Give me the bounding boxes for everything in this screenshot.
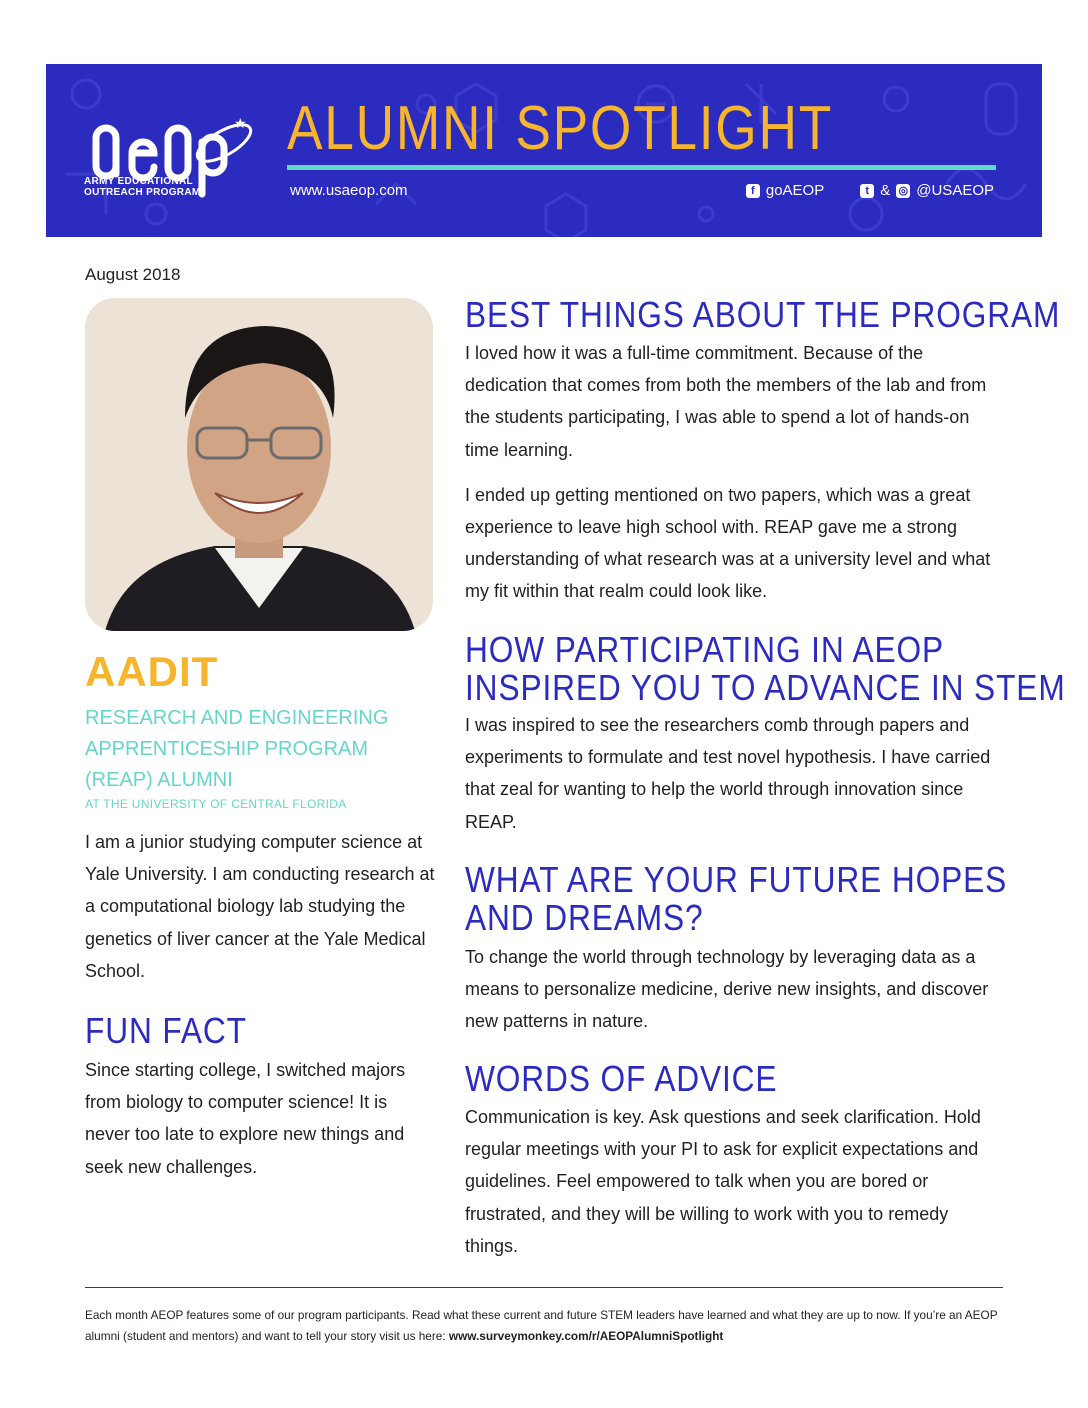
- alumni-program: RESEARCH AND ENGINEERING APPRENTICESHIP PROGRAM (REAP) ALUMNI: [85, 707, 389, 791]
- aeop-logo-star: ★: [234, 116, 247, 132]
- logo-subtitle: ARMY EDUCATIONAL OUTREACH PROGRAM: [84, 176, 201, 198]
- alumni-location: AT THE UNIVERSITY OF CENTRAL FLORIDA: [85, 797, 347, 811]
- facebook-icon[interactable]: f: [746, 184, 760, 198]
- best-things-heading: BEST THINGS ABOUT THE PROGRAM: [465, 294, 1061, 335]
- website-link[interactable]: www.usaeop.com: [290, 182, 408, 199]
- instagram-icon[interactable]: ◎: [896, 184, 910, 198]
- future-text: To change the world through technology by leveraging data as a means to personalize medicine, derive new insights, and discover new patterns in nature.: [465, 947, 989, 1032]
- banner-title: ALUMNI SPOTLIGHT: [287, 94, 833, 163]
- future-heading-line2: AND DREAMS?: [465, 897, 704, 938]
- footer-text: Each month AEOP features some of our program participants. Read what these current and future STEM leaders have learned and what they are up to now. If you’re an AEOP alumni (student and mentors) and want to tell your story visit us here:: [85, 1308, 998, 1343]
- profile-photo: [85, 298, 433, 631]
- footer-divider: [85, 1287, 1003, 1288]
- fun-fact-heading: FUN FACT: [85, 1010, 247, 1051]
- best-things-paragraph-1: I loved how it was a full-time commitment. Because of the dedication that comes from both the members of the lab and from the students participating, I was able to spend a lot of hands-on time learning.: [465, 343, 987, 460]
- advice-text: Communication is key. Ask questions and seek clarification. Hold regular meetings with your PI to ask for explicit expectations and guidelines. Feel empowered to talk when you are bored or frustrated, and they will be willing to work with you to remedy things.: [465, 1107, 981, 1256]
- footer-note: [85, 1305, 1003, 1347]
- inspired-heading-line2: INSPIRED YOU TO ADVANCE IN STEM: [465, 667, 1066, 708]
- best-things-text: [465, 337, 1005, 608]
- alumni-name: AADIT: [85, 648, 219, 695]
- issue-date: August 2018: [85, 265, 181, 284]
- inspired-heading-line1: HOW PARTICIPATING IN AEOP: [465, 629, 945, 670]
- best-things-paragraph-2: I ended up getting mentioned on two papers, which was a great experience to leave high school with. REAP gave me a strong understanding of what research was at a university level and what my fit within that realm could look like.: [465, 484, 991, 602]
- future-heading-line1: WHAT ARE YOUR FUTURE HOPES: [465, 859, 1008, 900]
- social-links: [746, 182, 994, 199]
- inspired-text: I was inspired to see the researchers comb through papers and experiments to formulate and test novel hypothesis. I have carried that zeal for wanting to help the world through innovation since REAP.: [465, 715, 991, 832]
- twitter-instagram-handle[interactable]: @USAEOP: [916, 182, 994, 199]
- social-joiner: &: [880, 182, 891, 199]
- banner-divider: [287, 165, 996, 170]
- survey-link[interactable]: www.surveymonkey.com/r/AEOPAlumniSpotlight: [448, 1329, 724, 1343]
- facebook-handle[interactable]: goAEOP: [765, 182, 825, 199]
- advice-heading: WORDS OF ADVICE: [465, 1058, 778, 1099]
- fun-fact-text: Since starting college, I switched majors from biology to computer science! It is never too late to explore new things and seek new challenges.: [85, 1060, 406, 1177]
- alumni-bio: I am a junior studying computer science at Yale University. I am conducting research at a computational biology lab studying the genetics of liver cancer at the Yale Medical School.: [85, 832, 435, 981]
- twitter-icon[interactable]: t: [860, 184, 874, 198]
